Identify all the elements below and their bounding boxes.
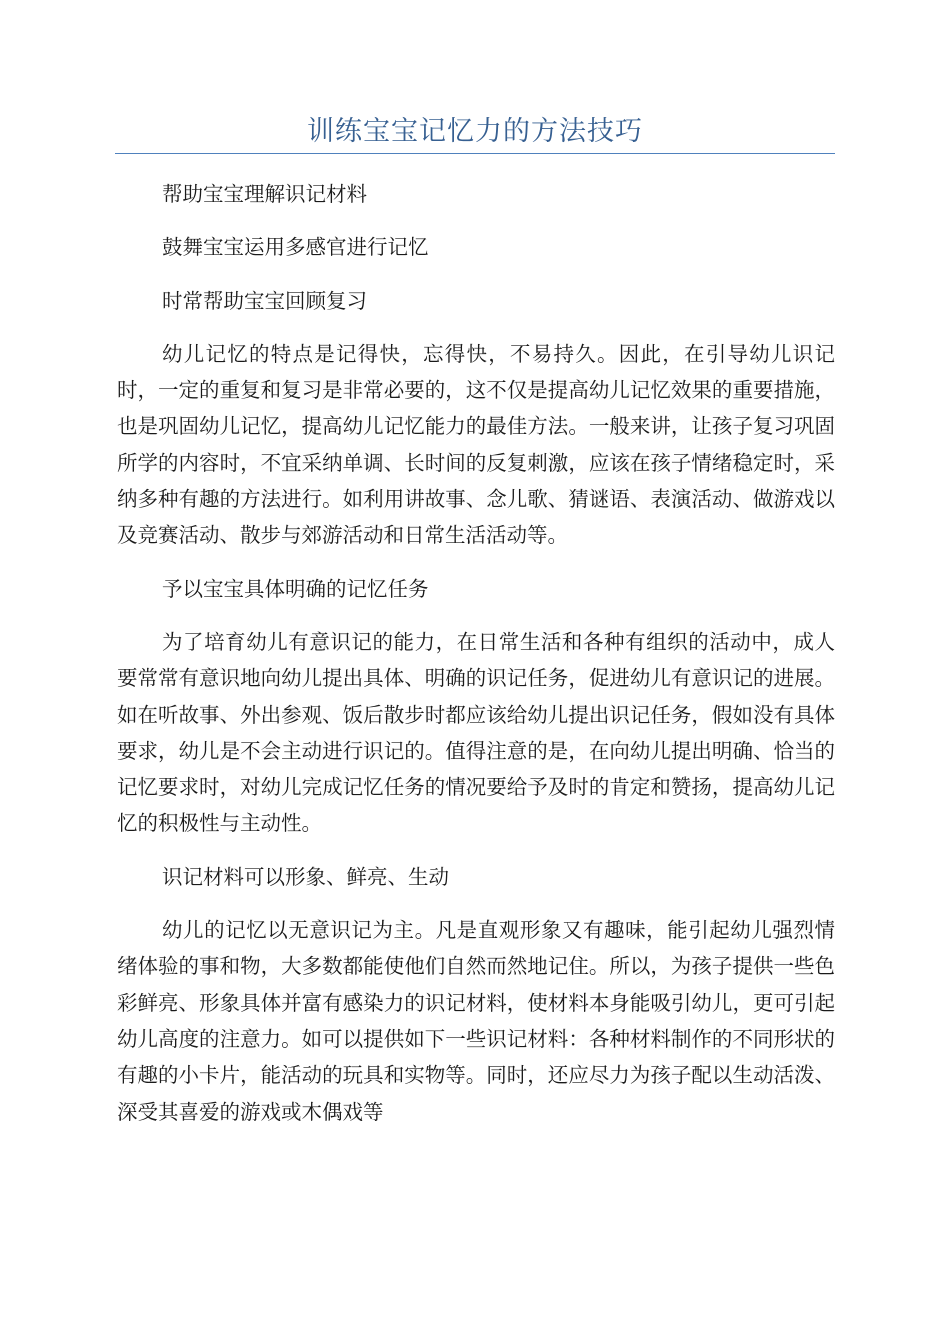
section-heading: 时常帮助宝宝回顾复习 (162, 288, 367, 313)
title-underline (115, 153, 835, 154)
section-heading: 予以宝宝具体明确的记忆任务 (162, 576, 429, 601)
body-paragraph: 幼儿的记忆以无意识记为主。凡是直观形象又有趣味，能引起幼儿强烈情绪体验的事和物，大多数都能使他们自然而然地记住。所以，为孩子提供一些色彩鲜亮、形象具体并富有感染力的识记材料，使材料本身能吸引幼儿，更可引起幼儿高度的注意力。如可以提供如下一些识记材料：各种材料制作的不同形状的有趣的小卡片，能活动的玩具和实物等。同时，还应尽力为孩子配以生动活泼、深受其喜爱的游戏或木偶戏等 (117, 918, 835, 1124)
document-title: 训练宝宝记忆力的方法技巧 (307, 116, 643, 147)
section-heading: 鼓舞宝宝运用多感官进行记忆 (162, 235, 429, 260)
section-heading: 帮助宝宝理解识记材料 (162, 182, 367, 206)
body-paragraph: 为了培育幼儿有意识记的能力，在日常生活和各种有组织的活动中，成人要常常有意识地向幼儿提出具体、明确的识记任务，促进幼儿有意识记的进展。如在听故事、外出参观、饭后散步时都应该给幼儿提出识记任务，假如没有具体要求，幼儿是不会主动进行识记的。值得注意的是，在向幼儿提出明确、恰当的记忆要求时，对幼儿完成记忆任务的情况要给予及时的肯定和赞扬，提高幼儿记忆的积极性与主动性。 (117, 629, 835, 836)
body-paragraph: 幼儿记忆的特点是记得快，忘得快，不易持久。因此，在引导幼儿识记时，一定的重复和复习是非常必要的，这不仅是提高幼儿记忆效果的重要措施，也是巩固幼儿记忆，提高幼儿记忆能力的最佳方法。一般来讲，让孩子复习巩固所学的内容时，不宜采纳单调、长时间的反复刺激，应该在孩子情绪稳定时，采纳多种有趣的方法进行。如利用讲故事、念儿歌、猜谜语、表演活动、做游戏以及竞赛活动、散步与郊游活动和日常生活活动等。 (117, 341, 835, 548)
section-heading: 识记材料可以形象、鲜亮、生动 (162, 864, 449, 889)
document-body (117, 176, 835, 1147)
